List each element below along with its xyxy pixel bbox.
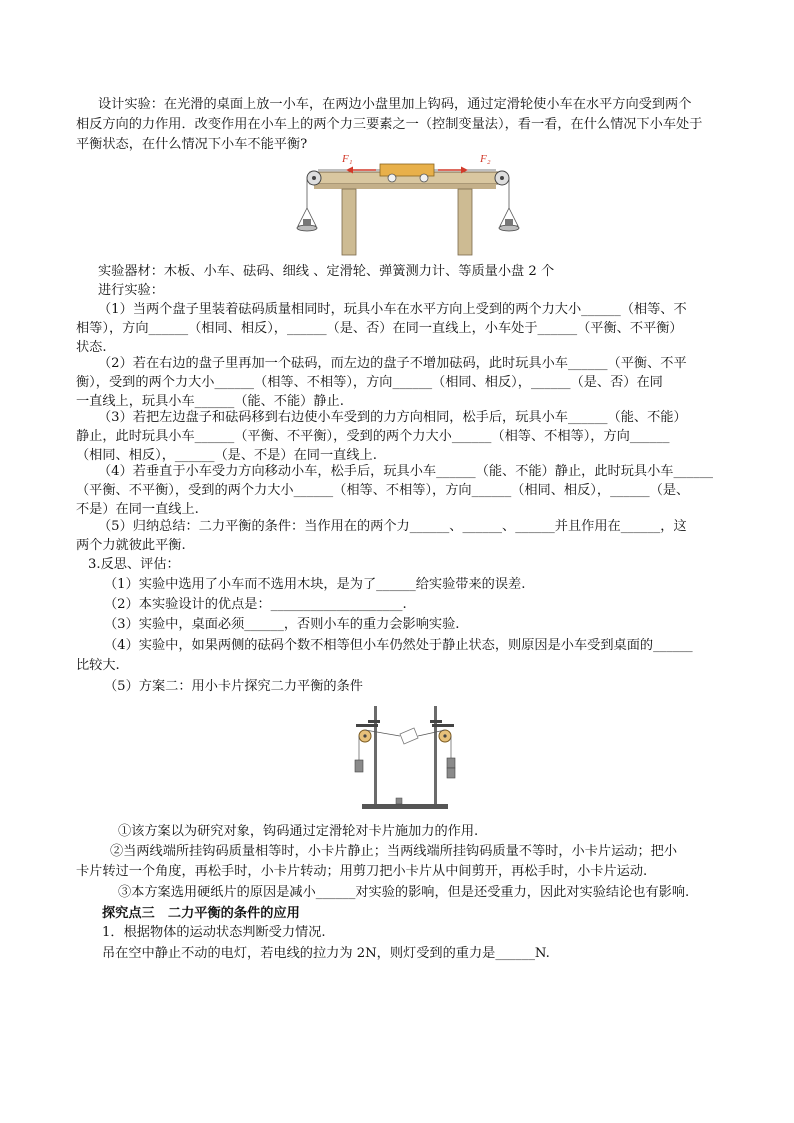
- step2-line-2: 衡），受到的两个力大小______（相等、不相等），方向______（相同、相反），______（是、否）在同: [76, 375, 663, 390]
- proceed-heading: 进行实验：: [98, 283, 164, 298]
- pulley-left-axle: [363, 734, 366, 737]
- clamp-right: [432, 724, 454, 727]
- plan2-point-3: ③本方案选用硬纸片的原因是减小______对实验的影响，但是还受重力，因此对实验结论也有影响.: [118, 885, 690, 900]
- plan2-point-2-line-2: 卡片转过一个角度，再松手时，小卡片转动；用剪刀把小卡片从中间剪开，再松手时，小卡片运动.: [76, 864, 648, 879]
- spare-weight: [396, 798, 402, 804]
- cart-wheel-right: [420, 174, 428, 182]
- table-leg-right: [458, 189, 472, 255]
- weight-left: [355, 760, 363, 772]
- plan2-point-1: ①该方案以为研究对象，钩码通过定滑轮对卡片施加力的作用.: [118, 824, 479, 839]
- step4-line-3: 不是）在同一直线上.: [76, 502, 199, 517]
- step5-line-2: 两个力就彼此平衡.: [76, 538, 186, 553]
- step1-line-1: （1）当两个盘子里装着砝码质量相同时，玩具小车在水平方向上受到的两个力大小______（相等、不: [98, 302, 687, 317]
- step4-line-2: （平衡、不平衡），受到的两个力大小______（相等、不相等），方向______（相同、相反），______（是、: [76, 483, 690, 498]
- reflect-q5: （5）方案二：用小卡片探究二力平衡的条件: [104, 679, 363, 694]
- cart-wheel-left: [388, 174, 396, 182]
- weight-right: [505, 219, 513, 226]
- design-text-line-3: 平衡状态，在什么情况下小车不能平衡?: [76, 137, 308, 152]
- pulley-right-axle: [500, 176, 504, 180]
- weight-right-1: [447, 758, 455, 768]
- clamp-left: [356, 724, 378, 727]
- section3-item-1: 1．根据物体的运动状态判断受力情况.: [102, 925, 326, 940]
- cart-experiment-figure: [296, 150, 522, 258]
- reflect-title: 3.反思、评估：: [88, 557, 180, 572]
- stand-base: [362, 804, 448, 809]
- reflect-q4-line-1: （4）实验中，如果两侧的砝码个数不相等但小车仍然处于静止状态，则原因是小车受到桌面的______: [104, 638, 693, 653]
- step3-line-1: （3）若把左边盘子和砝码移到右边使小车受到的力方向相同，松手后，玩具小车______（能、不能）: [98, 410, 687, 425]
- table-apron: [314, 184, 496, 189]
- step1-line-2: 相等），方向______（相同、相反），______（是、否）在同一直线上，小车处于______（平衡、不平衡）: [76, 321, 683, 336]
- clamp-right-top: [430, 720, 442, 723]
- weight-right-2: [447, 768, 455, 778]
- pulley-right-axle: [443, 734, 446, 737]
- reflect-q2: （2）本实验设计的优点是：____________________.: [104, 597, 407, 612]
- pulley-left-axle: [312, 176, 316, 180]
- step2-line-3: 一直线上，玩具小车______（能、不能）静止.: [76, 394, 344, 409]
- label-f1: F₁: [342, 153, 353, 165]
- section3-title: 探究点三 二力平衡的条件的应用: [102, 906, 300, 921]
- step3-line-2: 静止，此时玩具小车______（平衡、不平衡），受到的两个力大小______（相等、不相等），方向______: [76, 429, 670, 444]
- step3-line-3: （相同、相反），______（是、不是）在同一直线上.: [76, 448, 377, 463]
- reflect-q3: （3）实验中，桌面必须______，否则小车的重力会影响实验.: [104, 617, 460, 632]
- card-experiment-figure: [352, 704, 458, 812]
- materials-text: 实验器材：木板、小车、砝码、细线 、定滑轮、弹簧测力计、等质量小盘 2 个: [98, 264, 555, 279]
- label-f2: F₂: [480, 153, 491, 165]
- step1-line-3: 状态.: [76, 340, 107, 355]
- reflect-q1: （1）实验中选用了小车而不选用木块，是为了______给实验带来的误差.: [104, 577, 526, 592]
- step4-line-1: （4）若垂直于小车受力方向移动小车，松手后，玩具小车______（能、不能）静止，此时玩具小车______: [98, 464, 714, 479]
- weight-left: [303, 219, 311, 226]
- table-leg-left: [342, 189, 356, 255]
- section3-question: 吊在空中静止不动的电灯，若电线的拉力为 2N，则灯受到的重力是______N.: [102, 946, 550, 961]
- plan2-point-2-line-1: ②当两线端所挂钩码质量相等时，小卡片静止；当两线端所挂钩码质量不等时，小卡片运动；把小: [110, 844, 678, 859]
- design-text-line-1: 设计实验：在光滑的桌面上放一小车，在两边小盘里加上钩码，通过定滑轮使小车在水平方向受到两个: [98, 97, 692, 112]
- reflect-q4-line-2: 比较大.: [76, 658, 120, 673]
- clamp-left-top: [368, 720, 380, 723]
- design-text-line-2: 相反方向的力作用．改变作用在小车上的两个力三要素之一（控制变量法），看一看，在什么情况下小车处于: [76, 117, 703, 132]
- step2-line-1: （2）若在右边的盘子里再加一个砝码，而左边的盘子不增加砝码，此时玩具小车______（平衡、不平: [98, 356, 687, 371]
- step5-line-1: （5）归纳总结：二力平衡的条件：当作用在的两个力______、______、______并且作用在______，这: [98, 519, 687, 534]
- small-card: [400, 728, 418, 744]
